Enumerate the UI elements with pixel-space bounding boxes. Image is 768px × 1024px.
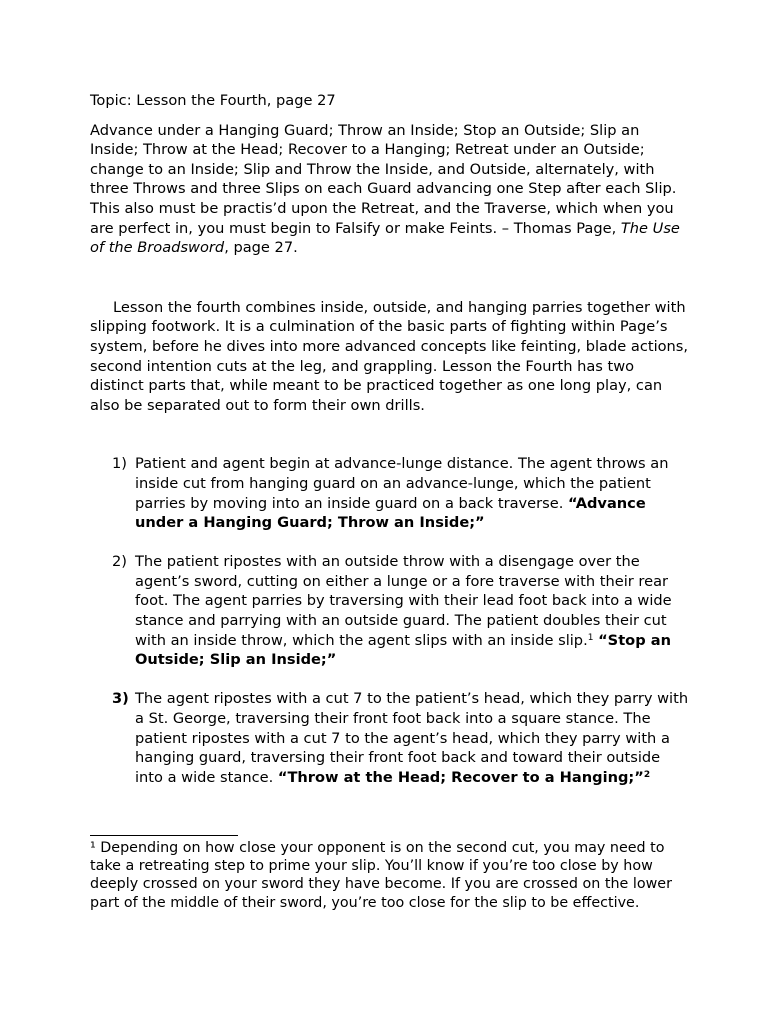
steps-list: [90, 454, 690, 787]
source-quote: [90, 121, 690, 258]
list-item: [90, 454, 690, 532]
source-quote-suffix: , page 27.: [224, 239, 298, 257]
step-quote: “Stop an Outside; Slip an Inside;”: [135, 631, 671, 669]
footnote-divider: [90, 835, 238, 836]
footnote: [90, 839, 690, 912]
book-title: The Use of the Broadsword: [90, 219, 680, 257]
step-text: The agent ripostes with a cut 7 to the patient’s head, which they parry with a St. George, traversing their front foot back into a square stance. The patient ripostes with a cut 7 to the agent’s head, which they parry with a hanging guard, traversing their front foot back and toward their outside into a wide stance.: [135, 690, 689, 786]
footnote-text: Depending on how close your opponent is on the second cut, you may need to take a retreating step to prime your slip. You’ll know if you’re too close by how deeply crossed on your sword they have become. If you are crossed on the lower part of the middle of their sword, you’re too close for the slip to be effective.: [90, 840, 672, 911]
step-number: 1): [112, 455, 127, 473]
footnote-marker: ¹: [90, 840, 96, 856]
step-number: 3): [112, 690, 129, 708]
step-text: The patient ripostes with an outside throw with a disengage over the agent’s sword, cutting on either a lunge or a fore traverse with their rear foot. The agent parries by traversing with their lead foot back into a wide stance and parrying with an outside guard. The patient doubles their cut with an inside throw, which the agent slips with an inside slip.: [135, 553, 672, 649]
footnote-ref[interactable]: 1: [587, 632, 594, 643]
step-quote: “Advance under a Hanging Guard; Throw an Inside;”: [135, 494, 646, 532]
step-quote: “Throw at the Head; Recover to a Hanging;”: [277, 768, 644, 786]
step-number: 2): [112, 553, 127, 571]
topic-heading: Topic: Lesson the Fourth, page 27: [90, 92, 336, 109]
step-text: Patient and agent begin at advance-lunge distance. The agent throws an inside cut from hanging guard on an advance-lunge, which the patient parries by moving into an inside guard on a back traverse.: [135, 455, 669, 512]
intro-paragraph: Lesson the fourth combines inside, outside, and hanging parries together with slipping footwork. It is a culmination of the basic parts of fighting within Page’s system, before he dives into more advanced concepts like feinting, blade actions, second intention cuts at the leg, and grappling. Lesson the Fourth has two distinct parts that, while meant to be practiced together as one long play, can also be separated out to form their own drills.: [90, 298, 689, 414]
document-body: [90, 91, 690, 807]
source-quote-text: Advance under a Hanging Guard; Throw an Inside; Stop an Outside; Slip an Inside; Throw at the Head; Recover to a Hanging; Retreat under an Outside; change to an Inside; Slip and Throw the Inside, and Outside, alternately, with three Throws and three Slips on each Guard advancing one Step after each Slip. This also must be practis’d upon the Retreat, and the Traverse, which when you are perfect in, you must begin to Falsify or make Feints. – Thomas Page,: [90, 121, 677, 237]
footnote-ref[interactable]: 2: [643, 769, 651, 780]
list-item: [90, 689, 690, 787]
list-item: [90, 552, 690, 670]
